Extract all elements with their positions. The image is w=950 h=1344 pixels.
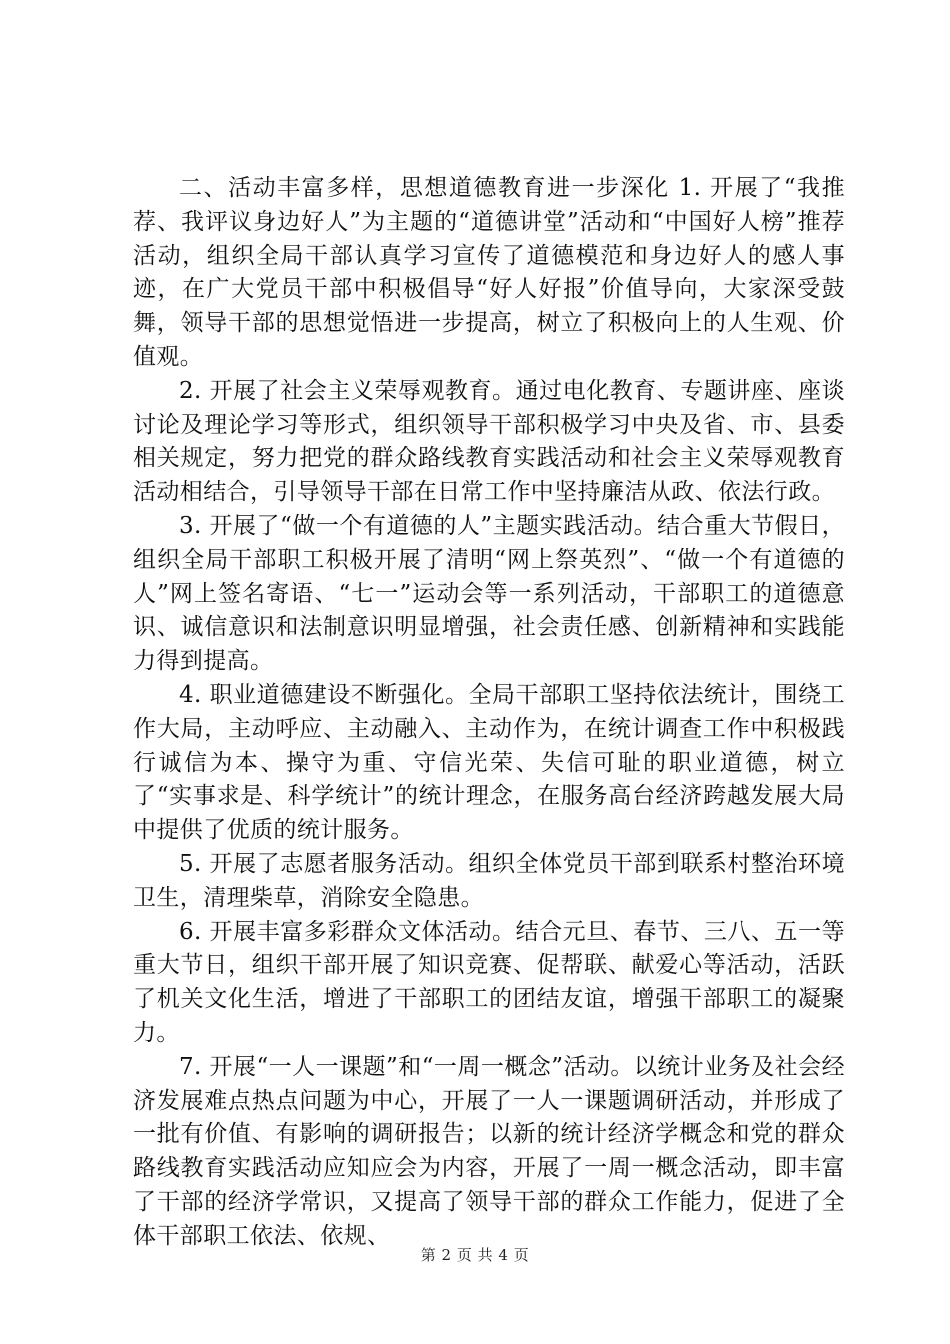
paragraph-5: 5. 开展了志愿者服务活动。组织全体党员干部到联系村整治环境卫生，清理柴草，消除安全隐患。 [133, 850, 845, 911]
paragraph-2: 2. 开展了社会主义荣辱观教育。通过电化教育、专题讲座、座谈讨论及理论学习等形式，组织领导干部积极学习中央及省、市、县委相关规定，努力把党的群众路线教育实践活动和社会主义荣辱观教育活动相结合，引导领导干部在日常工作中坚持廉洁从政、依法行政。 [133, 377, 845, 506]
page-number-footer: 第 2 页 共 4 页 [420, 1246, 530, 1264]
paragraph-1: 二、活动丰富多样，思想道德教育进一步深化 1. 开展了“我推荐、我评议身边好人”为主题的“道德讲堂”活动和“中国好人榜”推荐活动，组织全局干部认真学习宣传了道德模范和身边好人的感人事迹，在广大党员干部中积极倡导“好人好报”价值导向，大家深受鼓舞，领导干部的思想觉悟进一步提高，树立了积极向上的人生观、价值观。 [133, 175, 845, 370]
paragraph-4: 4. 职业道德建设不断强化。全局干部职工坚持依法统计，围绕工作大局，主动呼应、主动融入、主动作为，在统计调查工作中积极践行诚信为本、操守为重、守信光荣、失信可耻的职业道德，树立了“实事求是、科学统计”的统计理念，在服务高台经济跨越发展大局中提供了优质的统计服务。 [133, 681, 845, 844]
paragraph-6: 6. 开展丰富多彩群众文体活动。结合元旦、春节、三八、五一等重大节日，组织干部开展了知识竞赛、促帮联、献爱心等活动，活跃了机关文化生活，增进了干部职工的团结友谊，增强干部职工的凝聚力。 [133, 918, 845, 1046]
document-body [133, 172, 845, 1254]
paragraph-3: 3. 开展了“做一个有道德的人”主题实践活动。结合重大节假日，组织全局干部职工积极开展了清明“网上祭英烈”、“做一个有道德的人”网上签名寄语、“七一”运动会等一系列活动，干部职工的道德意识、诚信意识和法制意识明显增强，社会责任感、创新精神和实践能力得到提高。 [133, 512, 845, 675]
paragraph-7: 7. 开展“一人一课题”和“一周一概念”活动。以统计业务及社会经济发展难点热点问题为中心，开展了一人一课题调研活动，并形成了一批有价值、有影响的调研报告；以新的统计经济学概念和党的群众路线教育实践活动应知应会为内容，开展了一周一概念活动，即丰富了干部的经济学常识，又提高了领导干部的群众工作能力，促进了全体干部职工依法、依规、 [133, 1053, 845, 1249]
